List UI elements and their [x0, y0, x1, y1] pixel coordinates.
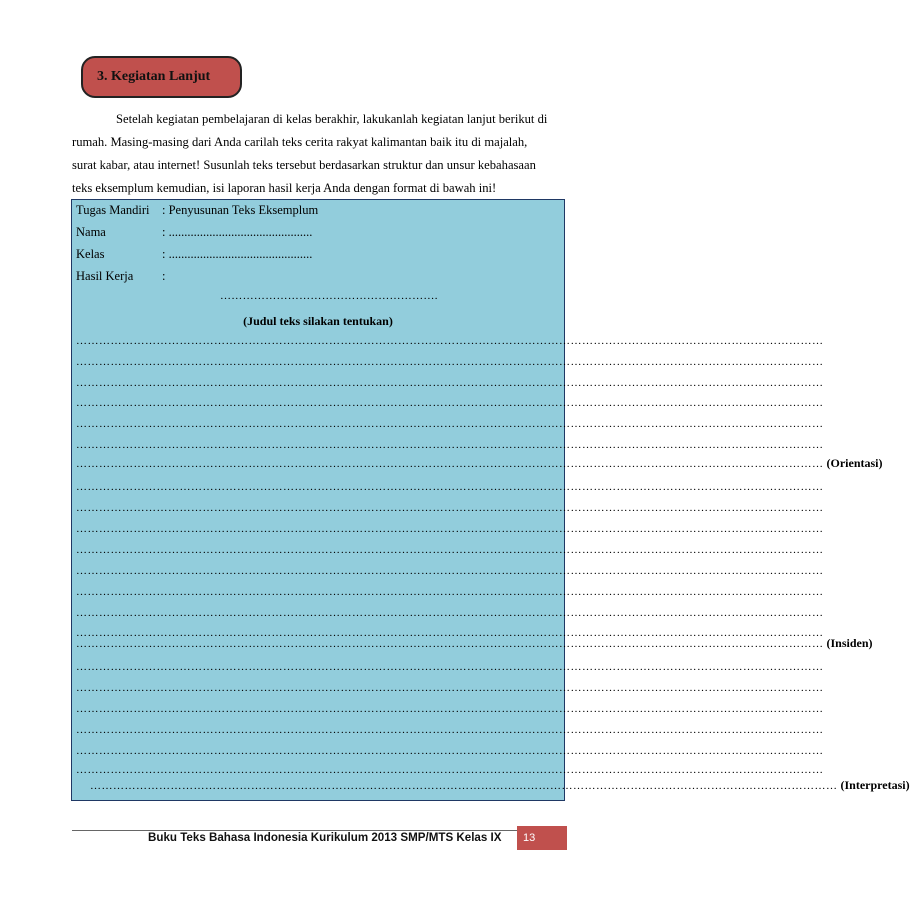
intro-line: rumah. Masing-masing dari Anda carilah teks cerita rakyat kalimantan baik itu di majalah, — [72, 135, 528, 149]
title-hint: (Judul teks silakan tentukan) — [243, 314, 393, 328]
writing-line[interactable]: …………………………………………………………………………………………………………………………………………………………………………… — [76, 703, 824, 715]
hasil-row — [76, 269, 165, 284]
nama-row — [76, 225, 312, 240]
writing-line[interactable]: …………………………………………………………………………………………………………………………………………………………………………… — [76, 565, 824, 577]
intro-line: Setelah kegiatan pembelajaran di kelas berakhir, lakukanlah kegiatan lanjut berikut di — [116, 112, 548, 126]
insiden-line[interactable] — [76, 636, 873, 651]
writing-line[interactable]: …………………………………………………………………………………………………………………………………………………………………………… — [76, 544, 824, 556]
intro-paragraph — [72, 108, 562, 200]
kelas-field[interactable]: : .............................................. — [162, 247, 313, 261]
insiden-label: (Insiden) — [826, 636, 873, 650]
orientasi-dots: …………………………………………………………………………………………………………………………………………………………………………… — [76, 458, 824, 470]
writing-line[interactable]: …………………………………………………………………………………………………………………………………………………………………………… — [76, 523, 824, 535]
tugas-value: : Penyusunan Teks Eksemplum — [162, 203, 319, 217]
writing-line[interactable]: …………………………………………………………………………………………………………………………………………………………………………… — [76, 724, 824, 736]
tugas-label: Tugas Mandiri — [76, 203, 150, 217]
writing-line[interactable]: …………………………………………………………………………………………………………………………………………………………………………… — [76, 335, 824, 347]
hasil-label: Hasil Kerja — [76, 269, 134, 283]
interpretasi-label: (Interpretasi) — [840, 778, 910, 792]
kelas-label: Kelas — [76, 247, 105, 261]
intro-line: teks eksemplum kemudian, isi laporan hasil kerja Anda dengan format di bawah ini! — [72, 181, 497, 195]
writing-line[interactable]: …………………………………………………………………………………………………………………………………………………………………………… — [76, 439, 824, 451]
section-heading — [81, 56, 242, 98]
page-number-badge — [517, 826, 567, 850]
writing-line[interactable]: …………………………………………………………………………………………………………………………………………………………………………… — [76, 682, 824, 694]
orientasi-line[interactable] — [76, 456, 883, 471]
writing-line[interactable]: …………………………………………………………………………………………………………………………………………………………………………… — [76, 661, 824, 673]
writing-line[interactable]: …………………………………………………………………………………………………………………………………………………………………………… — [76, 745, 824, 757]
page-number: 13 — [523, 832, 536, 844]
interpretasi-dots: …………………………………………………………………………………………………………………………………………………………………………… — [90, 780, 838, 792]
title-dots[interactable]: …………………………………………………. — [220, 290, 438, 302]
writing-line[interactable]: …………………………………………………………………………………………………………………………………………………………………………… — [76, 764, 824, 776]
nama-label: Nama — [76, 225, 106, 239]
nama-field[interactable]: : .............................................. — [162, 225, 313, 239]
writing-line[interactable]: …………………………………………………………………………………………………………………………………………………………………………… — [76, 397, 824, 409]
writing-line[interactable]: …………………………………………………………………………………………………………………………………………………………………………… — [76, 607, 824, 619]
tugas-row — [76, 203, 318, 218]
task-form-box — [71, 199, 910, 801]
writing-line[interactable]: …………………………………………………………………………………………………………………………………………………………………………… — [76, 502, 824, 514]
section-heading-text: 3. Kegiatan Lanjut — [97, 69, 211, 84]
hasil-value: : — [162, 269, 166, 283]
intro-line: surat kabar, atau internet! Susunlah teks tersebut berdasarkan struktur dan unsur kebahasaan — [72, 158, 536, 172]
writing-line[interactable]: …………………………………………………………………………………………………………………………………………………………………………… — [76, 356, 824, 368]
writing-line[interactable]: …………………………………………………………………………………………………………………………………………………………………………… — [76, 627, 824, 639]
interpretasi-line[interactable] — [90, 778, 910, 793]
insiden-dots: …………………………………………………………………………………………………………………………………………………………………………… — [76, 638, 824, 650]
writing-line[interactable]: …………………………………………………………………………………………………………………………………………………………………………… — [76, 418, 824, 430]
footer-book-title: Buku Teks Bahasa Indonesia Kurikulum 2013 SMP/MTS Kelas IX — [148, 831, 502, 844]
kelas-row — [76, 247, 312, 262]
writing-line[interactable]: …………………………………………………………………………………………………………………………………………………………………………… — [76, 377, 824, 389]
writing-line[interactable]: …………………………………………………………………………………………………………………………………………………………………………… — [76, 586, 824, 598]
orientasi-label: (Orientasi) — [826, 456, 883, 470]
writing-line[interactable]: …………………………………………………………………………………………………………………………………………………………………………… — [76, 481, 824, 493]
